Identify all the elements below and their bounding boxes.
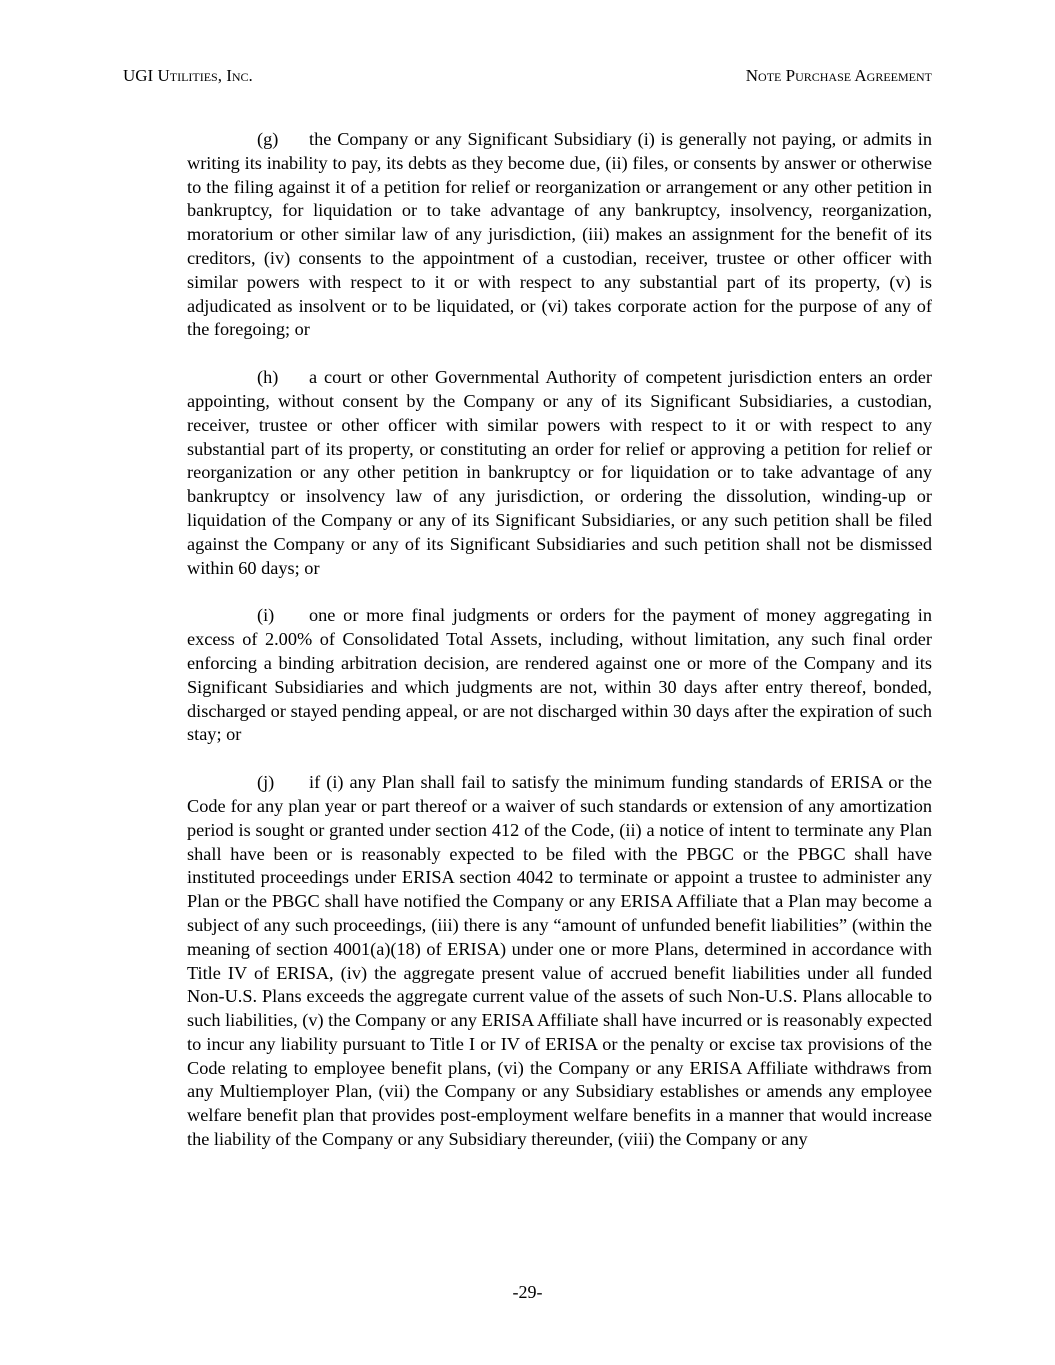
paragraph-marker: (g) [257,129,279,149]
paragraph-text: a court or other Governmental Authority of competent jurisdiction enters an order appointing, without consent by the Company or any of its Significant Subsidiaries, a custodian, receiver, trustee or other officer with similar powers with respect to it or with respect to any substantial part of its property, or constituting an order for relief or approving a petition for relief or reorganization or any other petition in bankruptcy or for liquidation or to take advantage of any bankruptcy or insolvency law of any jurisdiction, or ordering the dissolution, winding-up or liquidation of the Company or any of its Significant Subsidiaries, or any such petition shall be filed against the Company or any of its Significant Subsidiaries and such petition shall not be dismissed within 60 days; or [187,367,932,578]
paragraph-text: one or more final judgments or orders for the payment of money aggregating in excess of 2.00% of Consolidated Total Assets, including, without limitation, any such final order enforcing a binding arbitration decision, are rendered against one or more of the Company and its Significant Subsidiaries and which judgments are not, within 30 days after entry thereof, bonded, discharged or stayed pending appeal, or are not discharged within 30 days after the expiration of such stay; or [187,605,932,745]
paragraph-marker: (h) [257,367,279,388]
paragraph-text: if (i) any Plan shall fail to satisfy the minimum funding standards of ERISA or the Code for any plan year or part thereof or a waiver of such standards or extension of any amortization period is sought or granted under section 412 of the Code, (ii) a notice of intent to terminate any Plan shall have been or is reasonably expected to be filed with the PBGC or the PBGC shall have instituted proceedings under ERISA section 4042 to terminate or appoint a trustee to administer any Plan or the PBGC shall have notified the Company or any ERISA Affiliate that a Plan may become a subject of any such proceedings, (iii) there is any “amount of unfunded benefit liabilities” (within the meaning of section 4001(a)(18) of ERISA) under one or more Plans, determined in accordance with Title IV of ERISA, (iv) the aggregate present value of accrued benefit liabilities under all funded Non-U.S. Plans exceeds the aggregate current value of the assets of such Non-U.S. Plans allocable to such liabilities, (v) the Company or any ERISA Affiliate shall have incurred or is reasonably expected to incur any liability pursuant to Title I or IV of ERISA or the penalty or excise tax provisions of the Code relating to employee benefit plans, (vi) the Company or any ERISA Affiliate withdraws from any Multiemployer Plan, (vii) the Company or any Subsidiary establishes or amends any employee welfare benefit plan that provides post-employment welfare benefits in a manner that would increase the liability of the Company or any Subsidiary thereunder, (viii) the Company or any [187,772,932,1150]
page-number: -29- [512,1282,543,1302]
header-document-title: Note Purchase Agreement [745,66,932,85]
paragraph-g [187,128,932,342]
paragraph-marker: (j) [257,772,275,793]
paragraph-text: the Company or any Significant Subsidiary (i) is generally not paying, or admits in writing its inability to pay, its debts as they become due, (ii) files, or consents by answer or otherwise to the filing against it of a petition for relief or reorganization or arrangement or any other petition in bankruptcy, for liquidation or to take advantage of any bankruptcy, insolvency, reorganization, moratorium or other similar law of any jurisdiction, (iii) makes an assignment for the benefit of its creditors, (iv) consents to the appointment of a custodian, receiver, trustee or other officer with similar powers with respect to it or with respect to any substantial part of its property, (v) is adjudicated as insolvent or to be liquidated, or (vi) takes corporate action for the purpose of any of the foregoing; or [187,129,932,340]
paragraph-i [187,604,932,747]
document-body [187,128,932,1176]
paragraph-h [187,366,932,580]
paragraph-j [187,771,932,1152]
header-company-name: UGI Utilities, Inc. [123,66,253,85]
paragraph-marker: (i) [257,605,275,626]
